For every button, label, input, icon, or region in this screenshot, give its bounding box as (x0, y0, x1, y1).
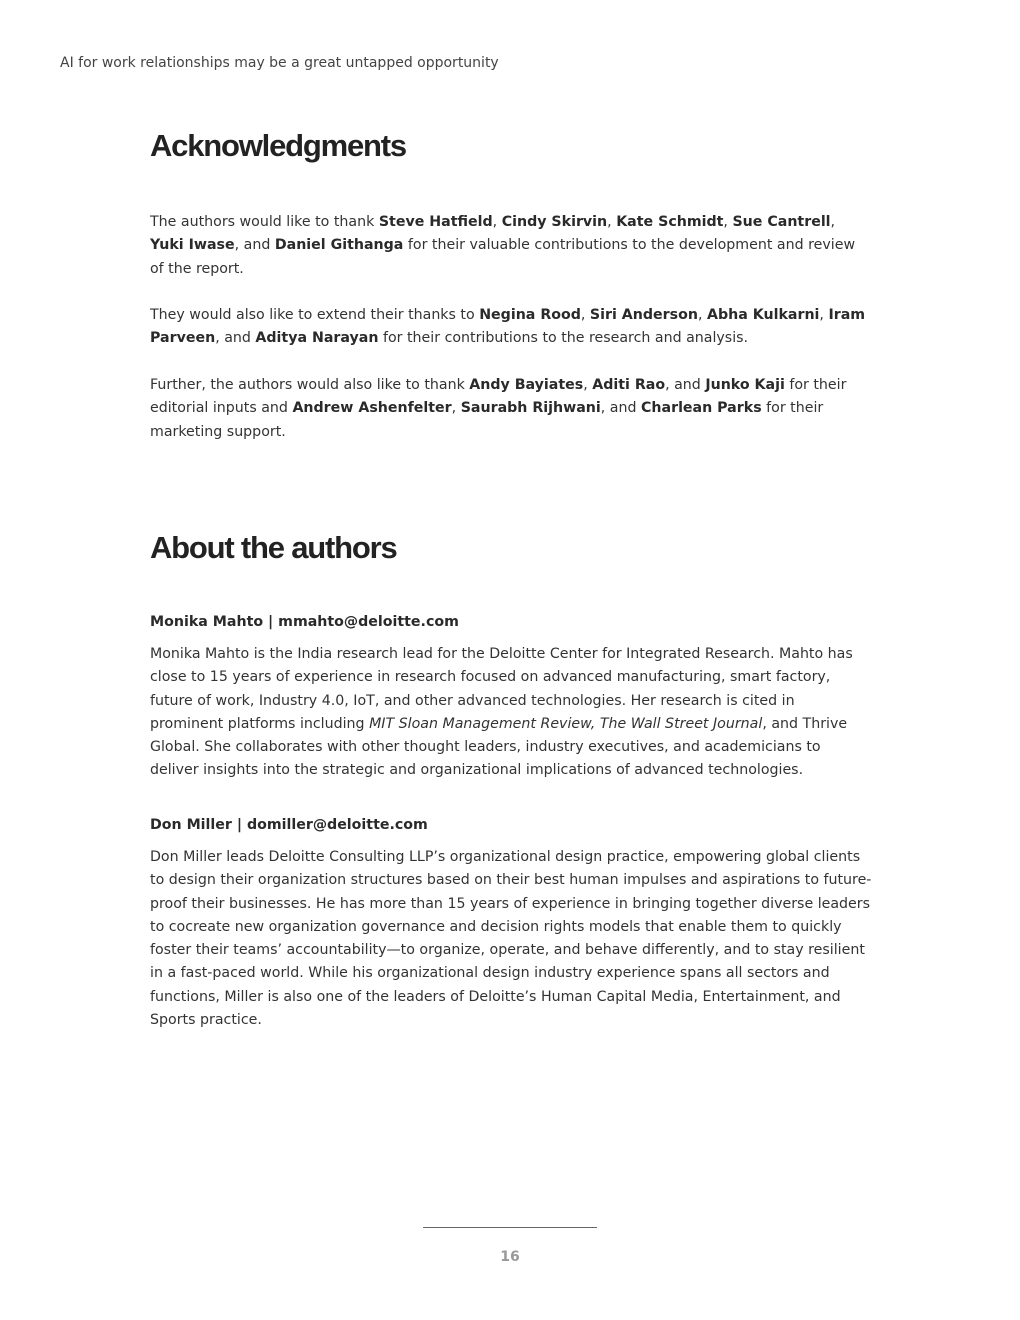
contributor-name: Aditi Rao (592, 377, 666, 393)
acknowledgments-paragraph-2: They would also like to extend their thanks to Negina Rood, Siri Anderson, Abha Kulkarni, Iram Parveen, and Aditya Narayan for their contributions to the research and analysis. (150, 307, 866, 347)
contributor-name: Iram Parveen (150, 307, 866, 347)
author-1-name-email: Monika Mahto | mmahto@deloitte.com (150, 614, 459, 630)
acknowledgments-paragraph-3: Further, the authors would also like to thank Andy Bayiates, Aditi Rao, and Junko Kaji for their editorial inputs and Andrew Ashenfelter, Saurabh Rijhwani, and Charlean Parks for their marketing support. (150, 377, 847, 440)
author-2-bio: Don Miller leads Deloitte Consulting LLP’s organizational design practice, empowering global clients to design their organization structures based on their best human impulses and aspirations to future-proof their businesses. He has more than 15 years of experience in bringing together diverse leaders to cocreate new organization governance and decision rights models that enable them to quickly foster their teams’ accountability—to organize, operate, and behave differently, and to stay resilient in a fast-paced world. While his organizational design industry experience spans all sectors and functions, Miller is also one of the leaders of Deloitte’s Human Capital Media, Entertainment, and Sports practice. (150, 849, 872, 1029)
author-1-bio: Monika Mahto is the India research lead for the Deloitte Center for Integrated Research. Mahto has close to 15 years of experience in research focused on advanced manufacturing, smart factory, future of work, Industry 4.0, IoT, and other advanced technologies. Her research is cited in prominent platforms including MIT Sloan Management Review, The Wall Street Journal, and Thrive Global. She collaborates with other thought leaders, industry executives, and academicians to deliver insights into the strategic and organizational implications of advanced technologies. (150, 646, 853, 779)
contributor-name: Junko Kaji (705, 377, 785, 393)
contributor-name: Kate Schmidt (616, 214, 724, 230)
contributor-name: Cindy Skirvin (501, 214, 608, 230)
acknowledgments-heading: Acknowledgments (150, 128, 406, 163)
running-header: AI for work relationships may be a great untapped opportunity (60, 55, 499, 71)
contributor-name: Andy Bayiates (469, 377, 584, 393)
contributor-name: Aditya Narayan (255, 330, 379, 347)
contributor-name: Saurabh Rijhwani (460, 400, 601, 417)
footer-divider (423, 1227, 597, 1228)
contributor-name: Daniel Githanga (274, 237, 404, 254)
page-number: 16 (500, 1249, 520, 1265)
author-2-name-email: Don Miller | domiller@deloitte.com (150, 817, 428, 833)
contributor-name: Negina Rood (479, 307, 581, 323)
contributor-name: Steve Hatfield (378, 214, 493, 230)
contributor-name: Yuki Iwase (150, 237, 235, 254)
contributor-name: Sue Cantrell (732, 214, 831, 230)
contributor-name: Charlean Parks (640, 400, 762, 417)
acknowledgments-paragraph-1: The authors would like to thank Steve Hatfield, Cindy Skirvin, Kate Schmidt, Sue Cantrell, Yuki Iwase, and Daniel Githanga for their valuable contributions to the development and review of the report. (150, 214, 856, 277)
contributor-name: Siri Anderson (589, 307, 698, 323)
about-authors-heading: About the authors (150, 530, 397, 565)
publication-names: MIT Sloan Management Review, The Wall Street Journal (369, 715, 763, 732)
contributor-name: Andrew Ashenfelter (292, 400, 452, 417)
contributor-name: Abha Kulkarni (706, 307, 820, 323)
